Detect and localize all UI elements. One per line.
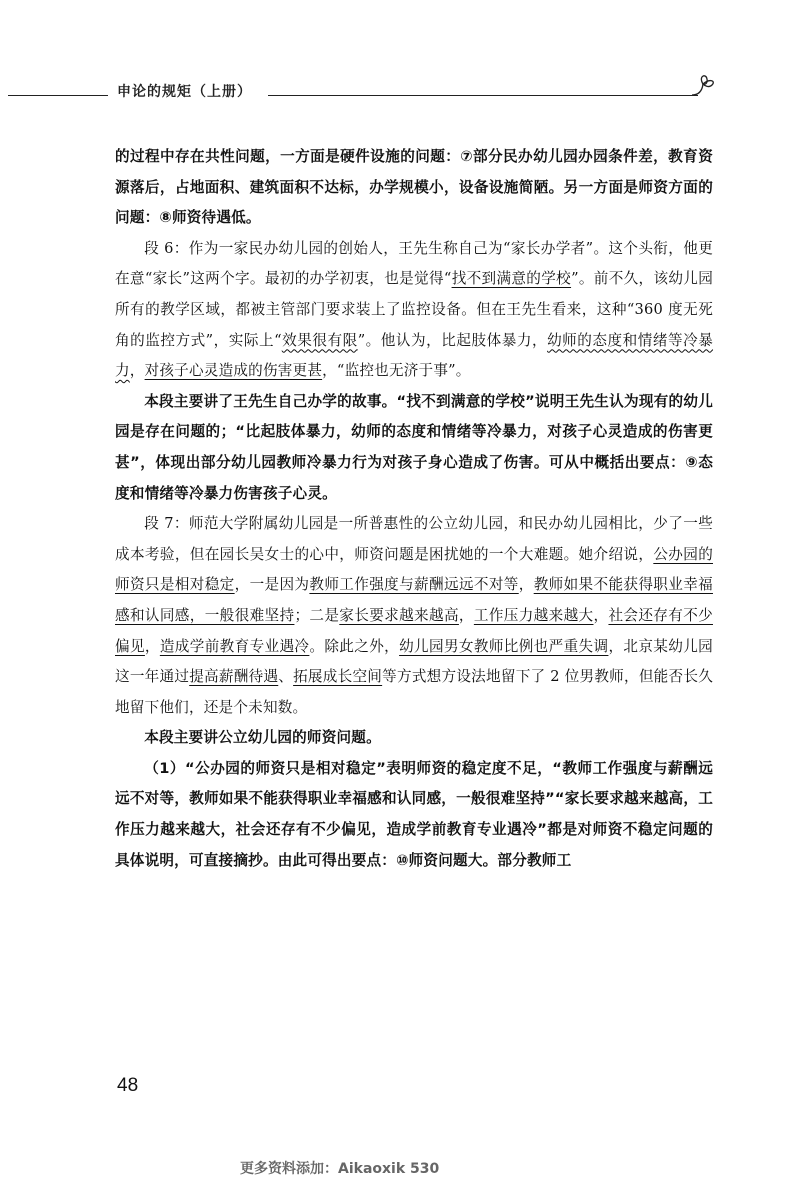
paragraph	[115, 142, 713, 234]
text-run: ”。他认为，比起肢体暴力，	[357, 331, 548, 349]
underlined-text: 教师工作强度与薪酬远远不对等	[309, 576, 519, 594]
header-rule-right	[268, 95, 698, 96]
paragraph	[115, 754, 713, 876]
underlined-text: 工作压力越来越大	[473, 606, 594, 624]
underlined-text: 拓展成长空间	[293, 668, 383, 686]
text-run: ，	[144, 637, 160, 655]
text-run: 段 6：作为一家民办幼儿园的创始人，王先生称自己为“家长办学者”。这个头衔，他更在意“家长”这两个字。最初的办学初衷，也是觉得“	[115, 239, 713, 288]
text-run: ”。前不久，该幼儿园所有的教学区域，都被主管部门要求装上了监控设备。但在王先生看来，这种“360 度无死角的监控方式”，实际上“	[115, 270, 714, 349]
underlined-text: 对孩子心灵造成的伤害更甚	[144, 362, 323, 380]
text-run: 本段主要讲公立幼儿园的师资问题。	[144, 729, 381, 747]
book-title: 申论的规矩（上册）	[117, 84, 252, 100]
text-run: ，	[129, 362, 145, 380]
text-run: 、	[278, 668, 294, 686]
text-run: ；二是	[294, 606, 340, 624]
underlined-text: 教师如果不能获得职业幸福感和认同感，一般很难坚持	[115, 576, 713, 624]
text-run: ，	[518, 576, 534, 594]
text-run: 。除此之外，	[309, 637, 400, 655]
text-run: 本段主要讲了王先生自己办学的故事。“找不到满意的学校”说明王先生认为现有的幼儿园是存在问题的；“比起肢体暴力，幼师的态度和情绪等冷暴力，对孩子心灵造成的伤害更甚”，体现出部分幼儿园教师冷暴力行为对孩子身心造成了伤害。可从中概括出要点：⑨态度和情绪等冷暴力伤害孩子心灵。	[115, 392, 713, 502]
page-body	[115, 142, 713, 876]
footer-text: 更多资料添加：Aikaoxik 530	[240, 1161, 440, 1177]
underlined-text: 效果很有限	[281, 331, 358, 349]
leaf-icon	[688, 72, 718, 98]
underlined-text: 幼儿园男女教师比例也严重失调	[399, 637, 609, 655]
text-run: （1）“公办园的师资只是相对稳定”表明师资的稳定度不足，“教师工作强度与薪酬远远不对等，教师如果不能获得职业幸福感和认同感，一般很难坚持”“家长要求越来越高，工作压力越来越大，社会还存有不少偏见，造成学前教育专业遇冷”都是对师资不稳定问题的具体说明，可直接摘抄。由此可得出要点：⑩师资问题大。部分教师工	[115, 759, 713, 869]
underlined-text: 家长要求越来越高	[339, 606, 459, 624]
underlined-text: 提高薪酬待遇	[189, 668, 279, 686]
paragraph	[115, 387, 713, 509]
underlined-text: 社会还存有不少偏见	[115, 606, 713, 655]
text-run: ，一是因为	[234, 576, 310, 594]
text-run: 等方式想方设法地留下了 2 位男教师，但能否长久地留下他们，还是个未知数。	[115, 668, 713, 716]
underlined-text: 造成学前教育专业遇冷	[159, 637, 310, 655]
text-run: ，“监控也无济于事”。	[322, 362, 471, 380]
text-run: 段 7：师范大学附属幼儿园是一所普惠性的公立幼儿园，和民办幼儿园相比，少了一些成本考验，但在园长吴女士的心中，师资问题是困扰她的一个大难题。她介绍说，	[115, 515, 713, 563]
running-header	[0, 72, 800, 106]
text-run: 的过程中存在共性问题，一方面是硬件设施的问题：⑦部分民办幼儿园办园条件差，教育资源落后，占地面积、建筑面积不达标，办学规模小，设备设施简陋。另一方面是师资方面的问题：⑧师资待遇低。	[115, 148, 713, 227]
underlined-text: 幼师的态度和情绪等冷暴力	[115, 331, 714, 380]
paragraph	[115, 723, 713, 754]
text-run: ，	[593, 606, 609, 624]
text-run: ，	[458, 606, 474, 624]
header-rule-left	[8, 95, 108, 96]
paragraph	[115, 509, 713, 723]
underlined-text: 找不到满意的学校	[451, 270, 572, 288]
page-number: 48	[117, 1075, 139, 1096]
underlined-text: 公办园的师资只是相对稳定	[115, 545, 713, 594]
text-run: ，北京某幼儿园这一年通过	[115, 637, 713, 686]
paragraph	[115, 234, 713, 387]
